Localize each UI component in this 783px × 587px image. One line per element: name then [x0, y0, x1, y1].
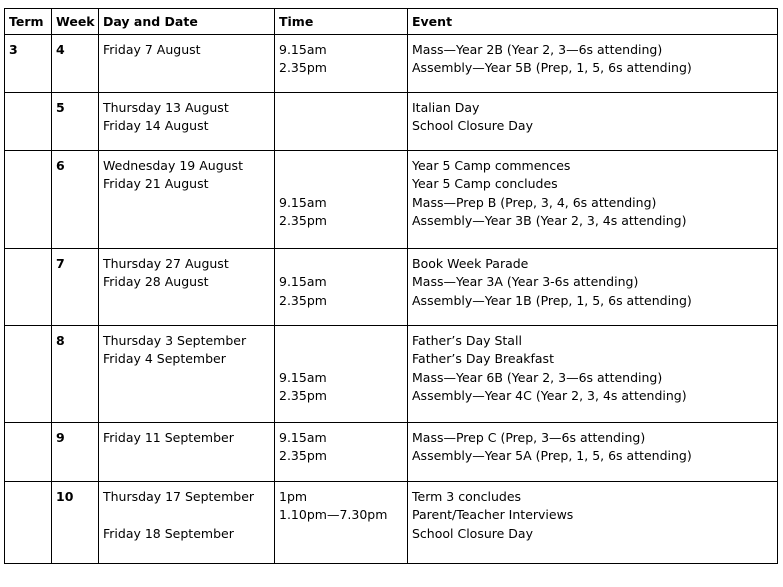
- event-line: Assembly—Year 5A (Prep, 1, 5, 6s attending): [412, 448, 692, 464]
- header-row: [5, 9, 778, 35]
- time-line: 9.15am: [279, 430, 327, 445]
- time-cell: [275, 482, 408, 564]
- time-line: 2.35pm: [279, 213, 327, 229]
- time-cell: [275, 423, 408, 482]
- date-line: Friday 18 September: [103, 525, 234, 541]
- time-cell: [275, 93, 408, 151]
- week-cell: 9: [52, 423, 99, 482]
- date-line: Thursday 17 September: [103, 489, 255, 504]
- week-cell: 10: [52, 482, 99, 564]
- table-row: [5, 249, 778, 326]
- header-term: Term: [5, 9, 52, 35]
- event-cell: [408, 482, 778, 564]
- event-cell: [408, 423, 778, 482]
- time-line: 2.35pm: [279, 388, 327, 404]
- term-cell: [5, 482, 52, 564]
- time-line: 9.15am: [279, 42, 327, 57]
- date-cell: [99, 35, 275, 93]
- time-line: 2.35pm: [279, 292, 327, 308]
- event-line: School Closure Day: [412, 525, 533, 541]
- time-cell: [275, 35, 408, 93]
- week-cell: 7: [52, 249, 99, 326]
- time-line: 2.35pm: [279, 60, 327, 76]
- event-line: School Closure Day: [412, 118, 533, 134]
- date-line: Friday 14 August: [103, 118, 209, 134]
- table-row: [5, 151, 778, 249]
- week-cell: 4: [52, 35, 99, 93]
- term-cell: [5, 423, 52, 482]
- event-cell: [408, 93, 778, 151]
- event-line: Parent/Teacher Interviews: [412, 507, 574, 523]
- table-row: [5, 93, 778, 151]
- week-cell: 6: [52, 151, 99, 249]
- event-line: Assembly—Year 5B (Prep, 1, 5, 6s attending): [412, 60, 692, 76]
- date-line: Friday 28 August: [103, 274, 209, 290]
- event-line: Book Week Parade: [412, 256, 529, 271]
- table-row: [5, 326, 778, 423]
- term-cell: [5, 326, 52, 423]
- time-line: 9.15am: [279, 194, 327, 210]
- event-line: Assembly—Year 1B (Prep, 1, 5, 6s attending): [412, 292, 692, 308]
- events-table: [4, 8, 778, 564]
- event-line: Mass—Prep C (Prep, 3—6s attending): [412, 430, 646, 445]
- time-line: 9.15am: [279, 274, 327, 290]
- date-line: Thursday 13 August: [103, 100, 229, 115]
- table-row: [5, 482, 778, 564]
- term-cell: 3: [5, 35, 52, 93]
- date-cell: [99, 482, 275, 564]
- event-cell: [408, 326, 778, 423]
- event-cell: [408, 151, 778, 249]
- event-line: Mass—Year 3A (Year 3-6s attending): [412, 274, 639, 290]
- header-time: Time: [275, 9, 408, 35]
- term-cell: [5, 151, 52, 249]
- event-line: Father’s Day Breakfast: [412, 351, 554, 367]
- week-cell: 5: [52, 93, 99, 151]
- event-line: Year 5 Camp commences: [412, 158, 571, 173]
- header-week: Week: [52, 9, 99, 35]
- date-line: Friday 7 August: [103, 42, 201, 57]
- time-cell: [275, 151, 408, 249]
- date-line: Thursday 3 September: [103, 333, 247, 348]
- time-line: 2.35pm: [279, 448, 327, 464]
- event-line: Assembly—Year 4C (Year 2, 3, 4s attending): [412, 388, 687, 404]
- date-cell: [99, 151, 275, 249]
- term-cell: [5, 93, 52, 151]
- date-line: Wednesday 19 August: [103, 158, 243, 173]
- event-line: Mass—Year 6B (Year 2, 3—6s attending): [412, 369, 663, 385]
- event-cell: [408, 35, 778, 93]
- event-line: Year 5 Camp concludes: [412, 176, 558, 192]
- time-line: 1pm: [279, 489, 308, 504]
- date-cell: [99, 423, 275, 482]
- date-cell: [99, 249, 275, 326]
- event-cell: [408, 249, 778, 326]
- event-line: Father’s Day Stall: [412, 333, 522, 348]
- date-line: Friday 4 September: [103, 351, 226, 367]
- time-cell: [275, 249, 408, 326]
- table-row: [5, 35, 778, 93]
- time-line: 1.10pm—7.30pm: [279, 507, 388, 523]
- time-cell: [275, 326, 408, 423]
- event-line: Mass—Prep B (Prep, 3, 4, 6s attending): [412, 194, 657, 210]
- date-cell: [99, 93, 275, 151]
- term-cell: [5, 249, 52, 326]
- week-cell: 8: [52, 326, 99, 423]
- event-line: Assembly—Year 3B (Year 2, 3, 4s attending): [412, 213, 687, 229]
- header-event: Event: [408, 9, 778, 35]
- date-line: Friday 11 September: [103, 430, 234, 445]
- event-line: Italian Day: [412, 100, 480, 115]
- event-line: Term 3 concludes: [412, 489, 522, 504]
- date-cell: [99, 326, 275, 423]
- header-date: Day and Date: [99, 9, 275, 35]
- time-line: 9.15am: [279, 369, 327, 385]
- table-row: [5, 423, 778, 482]
- event-line: Mass—Year 2B (Year 2, 3—6s attending): [412, 42, 663, 57]
- date-line: Thursday 27 August: [103, 256, 229, 271]
- date-line: Friday 21 August: [103, 176, 209, 192]
